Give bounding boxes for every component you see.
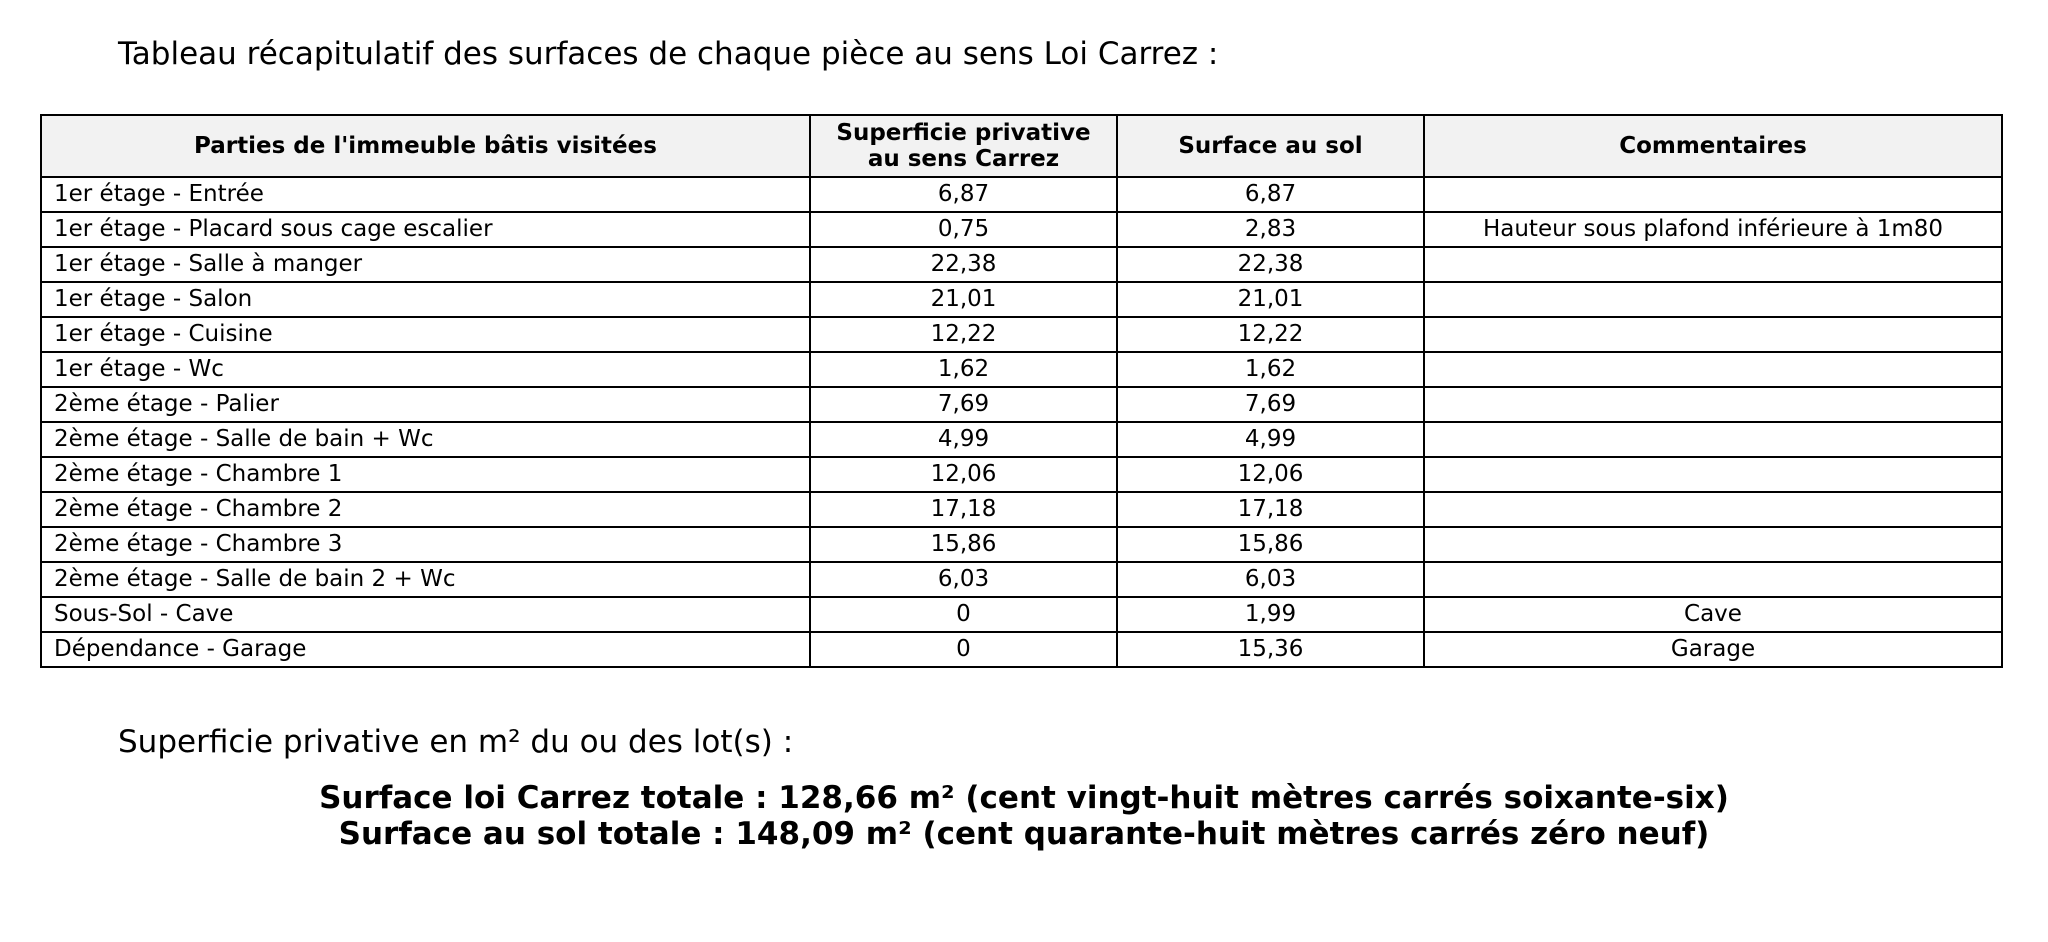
table-row — [41, 282, 2002, 317]
comment-cell — [1424, 457, 2002, 492]
table-row — [41, 597, 2002, 632]
table-row — [41, 492, 2002, 527]
room-name-cell: Sous-Sol - Cave — [41, 597, 810, 632]
table-row — [41, 422, 2002, 457]
carrez-area-cell: 17,18 — [810, 492, 1117, 527]
floor-area-cell: 2,83 — [1117, 212, 1424, 247]
carrez-area-cell: 6,87 — [810, 177, 1117, 212]
comment-cell — [1424, 422, 2002, 457]
cut-off-section-heading — [0, 0, 2048, 10]
comment-cell — [1424, 387, 2002, 422]
carrez-area-cell: 4,99 — [810, 422, 1117, 457]
room-name-cell: 1er étage - Cuisine — [41, 317, 810, 352]
floor-area-cell: 17,18 — [1117, 492, 1424, 527]
floor-area-cell: 7,69 — [1117, 387, 1424, 422]
room-name-cell: 1er étage - Wc — [41, 352, 810, 387]
room-name-cell: 2ème étage - Salle de bain 2 + Wc — [41, 562, 810, 597]
room-name-cell: 2ème étage - Chambre 1 — [41, 457, 810, 492]
table-row — [41, 457, 2002, 492]
comment-cell — [1424, 352, 2002, 387]
header-floor-area: Surface au sol — [1117, 115, 1424, 177]
floor-area-cell: 15,86 — [1117, 527, 1424, 562]
table-row — [41, 562, 2002, 597]
table-row — [41, 387, 2002, 422]
header-carrez-area: Superficie privative au sens Carrez — [810, 115, 1117, 177]
floor-area-cell: 4,99 — [1117, 422, 1424, 457]
room-name-cell: 2ème étage - Chambre 2 — [41, 492, 810, 527]
floor-area-cell: 1,99 — [1117, 597, 1424, 632]
comment-cell — [1424, 247, 2002, 282]
table-row — [41, 247, 2002, 282]
floor-area-cell: 1,62 — [1117, 352, 1424, 387]
room-name-cell: Dépendance - Garage — [41, 632, 810, 667]
comment-cell — [1424, 527, 2002, 562]
comment-cell: Cave — [1424, 597, 2002, 632]
surfaces-table — [40, 114, 2003, 668]
carrez-area-cell: 12,06 — [810, 457, 1117, 492]
total-carrez-line: Surface loi Carrez totale : 128,66 m² (cent vingt-huit mètres carrés soixante-six) — [319, 780, 1729, 816]
carrez-area-cell: 6,03 — [810, 562, 1117, 597]
carrez-area-cell: 12,22 — [810, 317, 1117, 352]
totals-block — [0, 780, 2048, 852]
room-name-cell: 2ème étage - Palier — [41, 387, 810, 422]
floor-area-cell: 12,06 — [1117, 457, 1424, 492]
table-row — [41, 317, 2002, 352]
comment-cell: Hauteur sous plafond inférieure à 1m80 — [1424, 212, 2002, 247]
carrez-area-cell: 0 — [810, 632, 1117, 667]
floor-area-cell: 12,22 — [1117, 317, 1424, 352]
comment-cell: Garage — [1424, 632, 2002, 667]
room-name-cell: 2ème étage - Salle de bain + Wc — [41, 422, 810, 457]
table-row — [41, 632, 2002, 667]
comment-cell — [1424, 317, 2002, 352]
room-name-cell: 1er étage - Entrée — [41, 177, 810, 212]
header-comments: Commentaires — [1424, 115, 2002, 177]
room-name-cell: 1er étage - Salle à manger — [41, 247, 810, 282]
room-name-cell: 1er étage - Placard sous cage escalier — [41, 212, 810, 247]
table-row — [41, 352, 2002, 387]
room-name-cell: 1er étage - Salon — [41, 282, 810, 317]
table-body — [41, 177, 2002, 667]
floor-area-cell: 6,87 — [1117, 177, 1424, 212]
carrez-area-cell: 22,38 — [810, 247, 1117, 282]
comment-cell — [1424, 177, 2002, 212]
carrez-area-cell: 7,69 — [810, 387, 1117, 422]
table-row — [41, 212, 2002, 247]
floor-area-cell: 6,03 — [1117, 562, 1424, 597]
total-floor-line: Surface au sol totale : 148,09 m² (cent quarante-huit mètres carrés zéro neuf) — [338, 816, 1710, 852]
header-rooms: Parties de l'immeuble bâtis visitées — [41, 115, 810, 177]
carrez-area-cell: 15,86 — [810, 527, 1117, 562]
table-row — [41, 527, 2002, 562]
floor-area-cell: 15,36 — [1117, 632, 1424, 667]
carrez-area-cell: 0 — [810, 597, 1117, 632]
table-row — [41, 177, 2002, 212]
carrez-area-cell: 0,75 — [810, 212, 1117, 247]
comment-cell — [1424, 282, 2002, 317]
comment-cell — [1424, 562, 2002, 597]
carrez-area-cell: 1,62 — [810, 352, 1117, 387]
table-header-row — [41, 115, 2002, 177]
comment-cell — [1424, 492, 2002, 527]
summary-intro-text: Superficie privative en m² du ou des lot(s) : — [118, 724, 794, 760]
floor-area-cell: 21,01 — [1117, 282, 1424, 317]
room-name-cell: 2ème étage - Chambre 3 — [41, 527, 810, 562]
floor-area-cell: 22,38 — [1117, 247, 1424, 282]
table-intro-text: Tableau récapitulatif des surfaces de chaque pièce au sens Loi Carrez : — [118, 36, 1219, 72]
carrez-area-cell: 21,01 — [810, 282, 1117, 317]
